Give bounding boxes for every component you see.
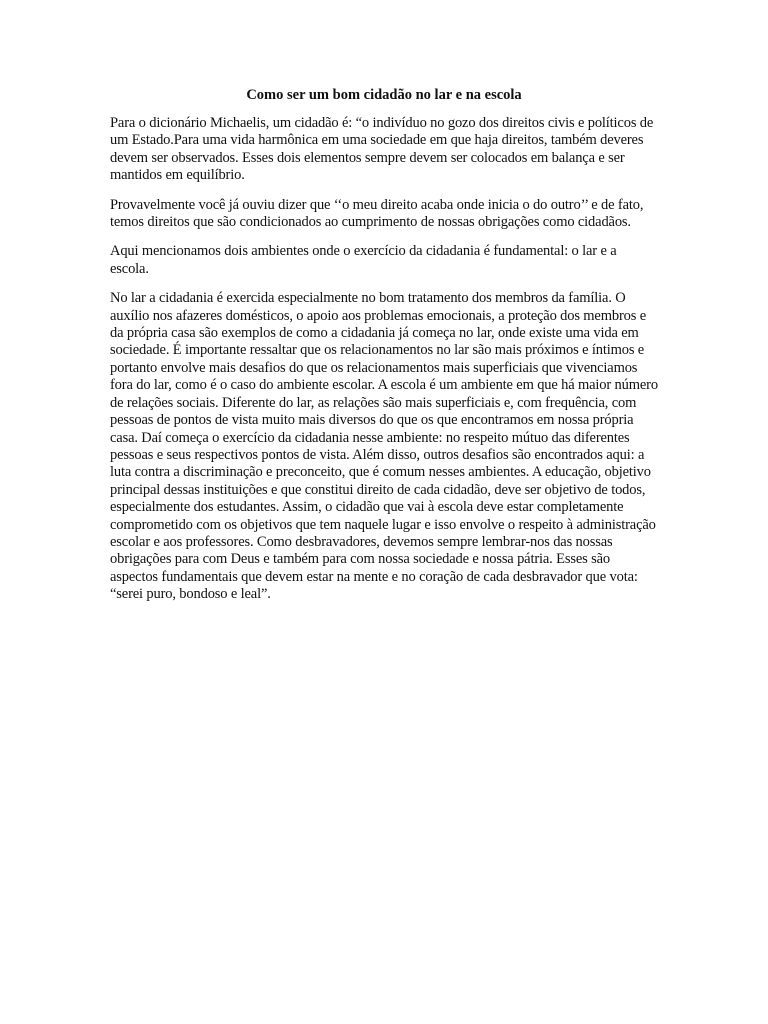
paragraph-environments: Aqui mencionamos dois ambientes onde o exercício da cidadania é fundamental: o lar e a escola. bbox=[110, 243, 617, 277]
paragraph-definition: Para o dicionário Michaelis, um cidadão é: “o indivíduo no gozo dos direitos civis e políticos de um Estado.Para uma vida harmônica em uma sociedade em que haja direitos, também deveres devem ser observados. Esses dois elementos sempre devem ser colocados em balança e ser mantidos em equilíbrio. bbox=[110, 115, 654, 184]
document-title: Como ser um bom cidadão no lar e na escola bbox=[246, 87, 522, 103]
paragraph-home-and-school: No lar a cidadania é exercida especialmente no bom tratamento dos membros da família. O auxílio nos afazeres domésticos, o apoio aos problemas emocionais, a proteção dos membros e da própria casa são exemplos de como a cidadania já começa no lar, onde existe uma vida em sociedade. É importante ressaltar que os relacionamentos no lar são mais próximos e íntimos e portanto envolve mais desafios do que os relacionamentos mais superficiais que vivenciamos fora do lar, como é o caso do ambiente escolar. A escola é um ambiente em que há maior número de relações sociais. Diferente do lar, as relações são mais superficiais e, com frequência, com pessoas de pontos de vista muito mais diversos do que os que encontramos em nossa própria casa. Daí começa o exercício da cidadania nesse ambiente: no respeito mútuo das diferentes pessoas e seus respectivos pontos de vista. Além disso, outros desafios são encontrados aqui: a luta contra a discriminação e preconceito, que é comum nesses ambientes. A educação, objetivo principal dessas instituições e que constitui direito de cada cidadão, deve ser objetivo de todos, especialmente dos estudantes. Assim, o cidadão que vai à escola deve estar completamente comprometido com os objetivos que tem naquele lugar e isso envolve o respeito à administração escolar e aos professores. Como desbravadores, devemos sempre lembrar-nos das nossas obrigações para com Deus e também para com nossa sociedade e nossa pátria. Esses são aspectos fundamentais que devem estar na mente e no coração de cada desbravador que vota: “serei puro, bondoso e leal”. bbox=[110, 290, 658, 603]
document-page bbox=[110, 86, 658, 616]
paragraph-rights: Provavelmente você já ouviu dizer que ‘‘o meu direito acaba onde inicia o do outro’’ e de fato, temos direitos que são condicionados ao cumprimento de nossas obrigações como cidadãos. bbox=[110, 196, 644, 231]
